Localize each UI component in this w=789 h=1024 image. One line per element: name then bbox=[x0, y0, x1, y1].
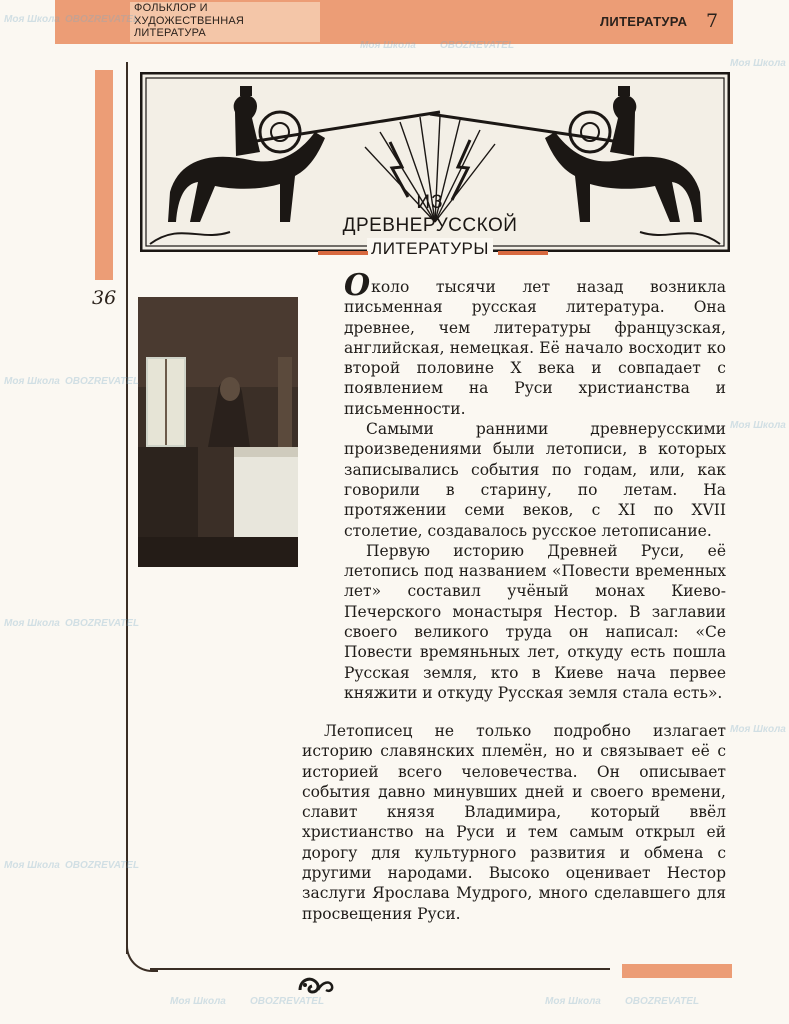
watermark-brand1: Моя Школа bbox=[730, 58, 786, 69]
article-body-wide bbox=[302, 721, 726, 924]
paragraph-4: Летописец не только подробно излагает историю славянских племён, но и связывает её с историей всего человечества. Он описывает события давно минувших дней и своего времени, славит князя Владимира, который ввёл христианство на Руси и тем самым открыл ей дорогу для культурного развития и обмена с другими народами. Высоко оценивает Нестор заслуги Ярослава Мудрого, много сделавшего для просвещения Руси. bbox=[302, 722, 726, 923]
section-label-line2: ХУДОЖЕСТВЕННАЯ bbox=[134, 14, 245, 27]
watermark-brand2: OBOZREVATEL bbox=[65, 14, 140, 25]
article-body bbox=[344, 268, 726, 703]
drop-cap: О bbox=[344, 268, 371, 303]
paragraph-2: Самыми ранними древнерусскими произведениями были летописи, в которых записывались события по годам, или, как говорили в старину, по летам. На протяжении семи веков, с XI по XVII столетие, создавалось русское летописание. bbox=[344, 420, 726, 540]
publisher-logo-icon bbox=[296, 970, 336, 996]
subject-label: ЛИТЕРАТУРА bbox=[600, 14, 688, 29]
watermark-brand2: OBOZREVATEL bbox=[65, 618, 140, 629]
frame-bottom-line bbox=[150, 968, 610, 970]
title-ornament-rule bbox=[318, 249, 548, 257]
watermark-brand1: Моя Школа bbox=[360, 40, 416, 51]
section-label-line3: ЛИТЕРАТУРА bbox=[134, 27, 206, 39]
watermark-brand1: Моя Школа bbox=[4, 860, 60, 871]
paragraph-3: Первую историю Древней Руси, её летопись под названием «Повести временных лет» составил учёный монах Киево-Печерского монастыря Нестор. В заглавии своего великого труда он написал: «Се Повести времяньных лет, откуду есть пошла Русская земля, кто в Киеве нача первее княжити и откуду Русская земля стала есть». bbox=[344, 541, 726, 702]
watermark-brand2: OBOZREVATEL bbox=[65, 376, 140, 387]
section-label bbox=[130, 2, 320, 42]
watermark-brand1: Моя Школа bbox=[4, 376, 60, 387]
watermark-brand1: Моя Школа bbox=[170, 996, 226, 1007]
watermark-brand2: OBOZREVATEL bbox=[625, 996, 700, 1007]
chapter-title-line3: ЛИТЕРАТУРЫ bbox=[367, 238, 493, 260]
side-color-tab bbox=[95, 70, 113, 280]
chapter-title-line1: ИЗ bbox=[416, 192, 444, 213]
watermark-brand1: Моя Школа bbox=[730, 420, 786, 431]
watermark-brand2: OBOZREVATEL bbox=[250, 996, 325, 1007]
watermark-brand1: Моя Школа bbox=[4, 14, 60, 25]
watermark-brand1: Моя Школа bbox=[545, 996, 601, 1007]
paragraph-1-text: коло тысячи лет назад возникла письменная русская литература. Она древнее, чем литературы французская, английская, немецкая. Её начало восходит ко второй половине X века и совпадает с появлением на Руси христианства и письменности. bbox=[344, 278, 726, 418]
section-label-line1: ФОЛЬКЛОР И bbox=[134, 2, 208, 14]
bottom-color-tab bbox=[622, 964, 732, 978]
watermark-brand2: OBOZREVATEL bbox=[65, 860, 140, 871]
frame-corner-curve bbox=[126, 930, 158, 972]
chapter-number: 36 bbox=[92, 287, 117, 309]
chapter-title-line2: ДРЕВНЕРУССКОЙ bbox=[342, 215, 518, 236]
paragraph-1 bbox=[344, 268, 726, 419]
chronicler-painting-image bbox=[138, 297, 298, 567]
watermark-brand1: Моя Школа bbox=[4, 618, 60, 629]
frame-left-line bbox=[126, 62, 128, 954]
page-number: 7 bbox=[706, 10, 719, 32]
watermark-brand2: OBOZREVATEL bbox=[440, 40, 515, 51]
watermark-brand1: Моя Школа bbox=[730, 724, 786, 735]
